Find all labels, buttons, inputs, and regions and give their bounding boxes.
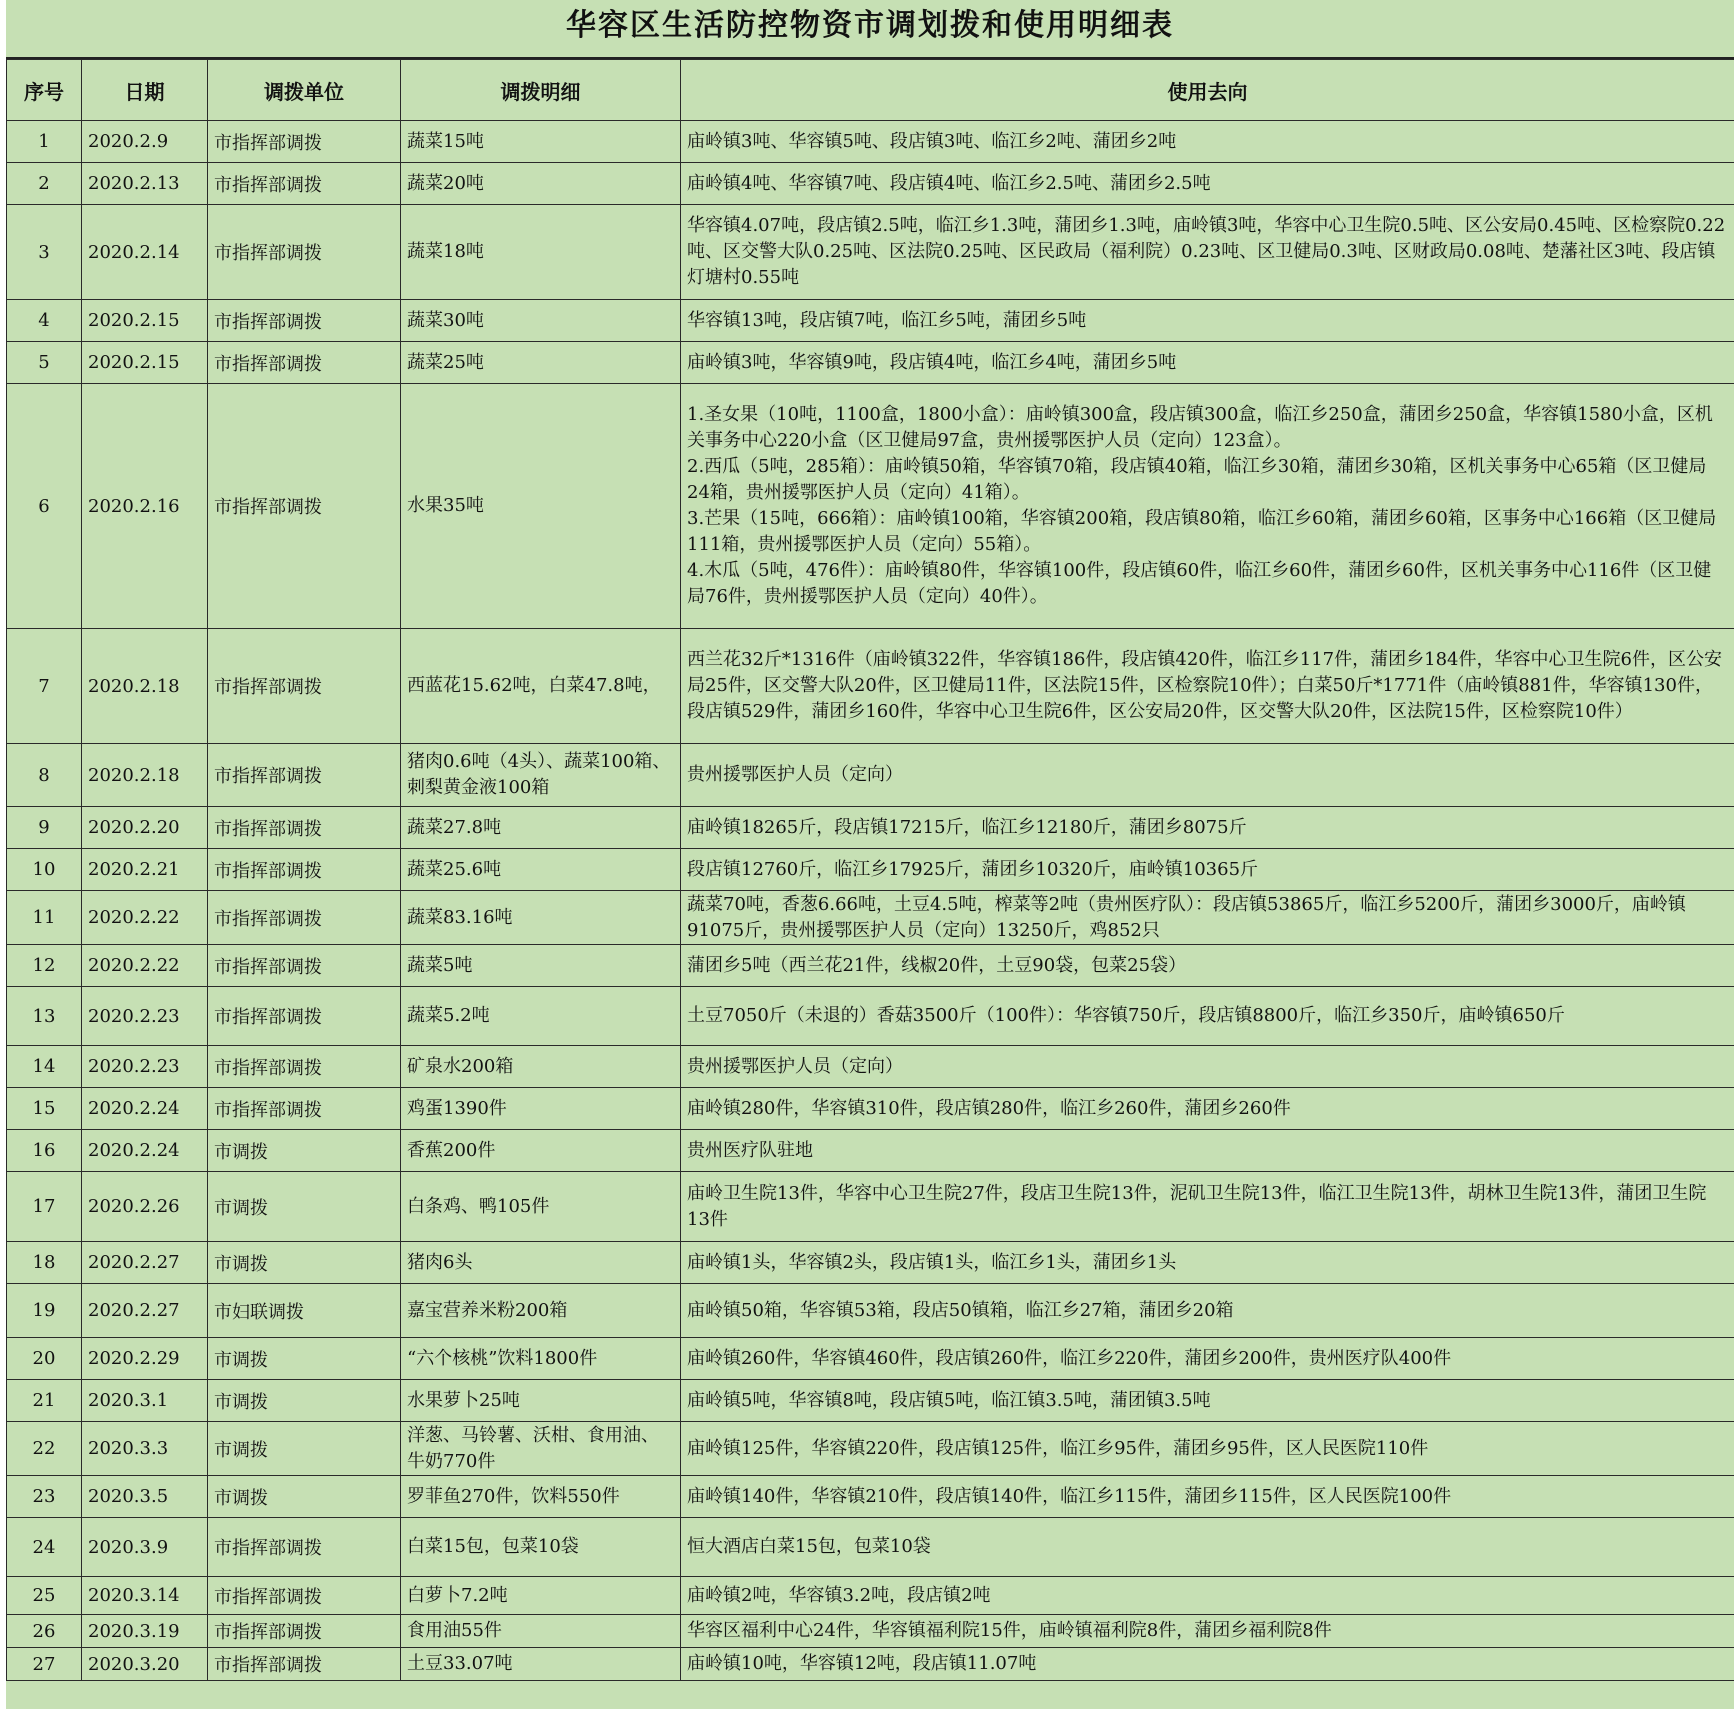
cell-date: 2020.2.18 <box>82 629 208 744</box>
cell-detail: 蔬菜25.6吨 <box>401 849 681 891</box>
header-index: 序号 <box>7 60 82 121</box>
cell-unit: 市指挥部调拨 <box>208 1577 401 1615</box>
cell-use <box>681 1172 1734 1242</box>
cell-unit: 市指挥部调拨 <box>208 163 401 205</box>
table-row <box>7 1615 1734 1648</box>
use-line: 庙岭镇3吨，华容镇9吨，段店镇4吨，临江乡4吨，蒲团乡5吨 <box>687 351 1177 373</box>
use-line: 庙岭镇260件，华容镇460件，段店镇260件，临江乡220件，蒲团乡200件，贵州医疗队400件 <box>687 1347 1452 1369</box>
cell-date: 2020.2.24 <box>82 1088 208 1130</box>
use-line: 4.木瓜（5吨，476件）：庙岭镇80件，华容镇100件，段店镇60件，临江乡60件，蒲团乡60件，区机关事务中心116件（区卫健局76件，贵州援鄂医护人员（定向）40件）。 <box>687 560 1712 607</box>
table-title: 华容区生活防控物资市调划拨和使用明细表 <box>6 0 1734 59</box>
use-line: 贵州援鄂医护人员（定向） <box>687 1055 903 1077</box>
cell-detail: 水果35吨 <box>401 384 681 629</box>
cell-use <box>681 300 1734 342</box>
cell-index: 7 <box>7 629 82 744</box>
use-line: 西兰花32斤*1316件（庙岭镇322件，华容镇186件，段店镇420件，临江乡117件，蒲团乡184件，华容中心卫生院6件，区公安局25件，区交警大队20件，区卫健局11件，区法院15件，区检察院10件）；白菜50斤*1771件（庙岭镇881件，华容镇130件，段店镇529件，蒲团乡160件，华容中心卫生院6件，区公安局20件，区交警大队20件，区法院15件，区检察院10件） <box>687 649 1722 722</box>
cell-detail: 食用油55件 <box>401 1615 681 1648</box>
cell-use <box>681 744 1734 807</box>
cell-detail: 猪肉0.6吨（4头）、蔬菜100箱、刺梨黄金液100箱 <box>401 744 681 807</box>
cell-date: 2020.2.22 <box>82 945 208 987</box>
table-row <box>7 384 1734 629</box>
cell-detail: 白菜15包，包菜10袋 <box>401 1518 681 1577</box>
table-row <box>7 1518 1734 1577</box>
use-line: 贵州医疗队驻地 <box>687 1139 813 1161</box>
table-row <box>7 1380 1734 1422</box>
cell-unit: 市调拨 <box>208 1422 401 1476</box>
cell-use <box>681 1130 1734 1172</box>
use-line: 2.西瓜（5吨，285箱）：庙岭镇50箱，华容镇70箱，段店镇40箱，临江乡30箱，蒲团乡30箱，区机关事务中心65箱（区卫健局24箱，贵州援鄂医护人员（定向）41箱）。 <box>687 456 1707 503</box>
cell-date: 2020.3.9 <box>82 1518 208 1577</box>
cell-index: 11 <box>7 891 82 945</box>
cell-detail: 鸡蛋1390件 <box>401 1088 681 1130</box>
cell-detail: 矿泉水200箱 <box>401 1046 681 1088</box>
cell-detail: 蔬菜15吨 <box>401 121 681 163</box>
cell-date: 2020.3.14 <box>82 1577 208 1615</box>
cell-date: 2020.2.24 <box>82 1130 208 1172</box>
cell-unit: 市指挥部调拨 <box>208 1615 401 1648</box>
table-row <box>7 1284 1734 1338</box>
cell-detail: 蔬菜20吨 <box>401 163 681 205</box>
cell-date: 2020.2.23 <box>82 987 208 1046</box>
cell-use <box>681 987 1734 1046</box>
cell-unit: 市调拨 <box>208 1242 401 1284</box>
table-row <box>7 1422 1734 1476</box>
header-date: 日期 <box>82 60 208 121</box>
use-line: 庙岭镇10吨，华容镇12吨，段店镇11.07吨 <box>687 1653 1037 1674</box>
cell-index: 16 <box>7 1130 82 1172</box>
header-use: 使用去向 <box>681 60 1734 121</box>
cell-detail: 蔬菜5.2吨 <box>401 987 681 1046</box>
cell-detail: 罗菲鱼270件，饮料550件 <box>401 1476 681 1518</box>
cell-unit: 市指挥部调拨 <box>208 744 401 807</box>
cell-use <box>681 1380 1734 1422</box>
cell-index: 10 <box>7 849 82 891</box>
cell-use <box>681 1476 1734 1518</box>
cell-use <box>681 1088 1734 1130</box>
cell-use <box>681 1242 1734 1284</box>
table-row <box>7 744 1734 807</box>
cell-index: 5 <box>7 342 82 384</box>
cell-index: 8 <box>7 744 82 807</box>
use-line: 土豆7050斤（未退的）香菇3500斤（100件）：华容镇750斤，段店镇8800斤，临江乡350斤，庙岭镇650斤 <box>687 1005 1565 1026</box>
cell-date: 2020.2.26 <box>82 1172 208 1242</box>
cell-use <box>681 1518 1734 1577</box>
cell-use <box>681 1648 1734 1681</box>
cell-unit: 市调拨 <box>208 1338 401 1380</box>
cell-unit: 市指挥部调拨 <box>208 384 401 629</box>
cell-date: 2020.3.5 <box>82 1476 208 1518</box>
cell-index: 13 <box>7 987 82 1046</box>
cell-unit: 市指挥部调拨 <box>208 891 401 945</box>
table-row <box>7 1476 1734 1518</box>
allocation-table <box>6 59 1734 1681</box>
cell-detail: 土豆33.07吨 <box>401 1648 681 1681</box>
cell-date: 2020.2.27 <box>82 1242 208 1284</box>
cell-unit: 市指挥部调拨 <box>208 300 401 342</box>
header-row <box>7 60 1734 121</box>
cell-unit: 市调拨 <box>208 1476 401 1518</box>
cell-date: 2020.2.27 <box>82 1284 208 1338</box>
cell-use <box>681 807 1734 849</box>
table-row <box>7 1088 1734 1130</box>
table-row <box>7 891 1734 945</box>
cell-unit: 市调拨 <box>208 1380 401 1422</box>
cell-index: 4 <box>7 300 82 342</box>
use-line: 庙岭镇50箱，华容镇53箱，段店50镇箱，临江乡27箱，蒲团乡20箱 <box>687 1299 1234 1321</box>
cell-detail: 嘉宝营养米粉200箱 <box>401 1284 681 1338</box>
cell-index: 1 <box>7 121 82 163</box>
cell-unit: 市指挥部调拨 <box>208 1046 401 1088</box>
table-row <box>7 1648 1734 1681</box>
cell-unit: 市指挥部调拨 <box>208 1518 401 1577</box>
cell-date: 2020.2.15 <box>82 342 208 384</box>
cell-date: 2020.2.23 <box>82 1046 208 1088</box>
cell-date: 2020.2.29 <box>82 1338 208 1380</box>
cell-use <box>681 629 1734 744</box>
table-row <box>7 1130 1734 1172</box>
cell-use <box>681 1284 1734 1338</box>
table-row <box>7 807 1734 849</box>
cell-unit: 市指挥部调拨 <box>208 807 401 849</box>
cell-use <box>681 121 1734 163</box>
table-row <box>7 1338 1734 1380</box>
table-row <box>7 1172 1734 1242</box>
use-line: 庙岭镇18265斤，段店镇17215斤，临江乡12180斤，蒲团乡8075斤 <box>687 816 1247 838</box>
use-line: 庙岭镇140件，华容镇210件，段店镇140件，临江乡115件，蒲团乡115件，区人民医院100件 <box>687 1485 1452 1507</box>
cell-detail: 蔬菜27.8吨 <box>401 807 681 849</box>
table-row <box>7 163 1734 205</box>
cell-date: 2020.2.9 <box>82 121 208 163</box>
cell-index: 19 <box>7 1284 82 1338</box>
cell-unit: 市指挥部调拨 <box>208 1648 401 1681</box>
cell-date: 2020.3.19 <box>82 1615 208 1648</box>
cell-use <box>681 1046 1734 1088</box>
cell-unit: 市指挥部调拨 <box>208 121 401 163</box>
use-line: 庙岭卫生院13件，华容中心卫生院27件，段店卫生院13件，泥矶卫生院13件，临江卫生院13件，胡林卫生院13件，蒲团卫生院13件 <box>687 1182 1707 1230</box>
cell-use <box>681 1615 1734 1648</box>
cell-detail: 香蕉200件 <box>401 1130 681 1172</box>
cell-date: 2020.3.3 <box>82 1422 208 1476</box>
cell-unit: 市指挥部调拨 <box>208 629 401 744</box>
cell-use <box>681 1422 1734 1476</box>
table-row <box>7 849 1734 891</box>
cell-use <box>681 384 1734 629</box>
cell-detail: 水果萝卜25吨 <box>401 1380 681 1422</box>
use-line: 庙岭镇3吨、华容镇5吨、段店镇3吨、临江乡2吨、蒲团乡2吨 <box>687 130 1177 152</box>
cell-index: 23 <box>7 1476 82 1518</box>
cell-date: 2020.3.1 <box>82 1380 208 1422</box>
table-row <box>7 300 1734 342</box>
table-row <box>7 945 1734 987</box>
use-line: 3.芒果（15吨，666箱）：庙岭镇100箱，华容镇200箱，段店镇80箱，临江乡60箱，蒲团乡60箱，区事务中心166箱（区卫健局111箱，贵州援鄂医护人员（定向）55箱）。 <box>687 508 1717 555</box>
cell-unit: 市指挥部调拨 <box>208 1088 401 1130</box>
use-line: 华容区福利中心24件，华容镇福利院15件，庙岭镇福利院8件，蒲团乡福利院8件 <box>687 1620 1332 1641</box>
cell-detail: 白条鸡、鸭105件 <box>401 1172 681 1242</box>
table-row <box>7 342 1734 384</box>
cell-unit: 市指挥部调拨 <box>208 205 401 300</box>
spreadsheet-sheet <box>6 0 1734 1709</box>
table-row <box>7 1242 1734 1284</box>
cell-date: 2020.2.14 <box>82 205 208 300</box>
use-line: 华容镇4.07吨，段店镇2.5吨，临江乡1.3吨，蒲团乡1.3吨，庙岭镇3吨，华容中心卫生院0.5吨、区公安局0.45吨、区检察院0.22吨、区交警大队0.25吨、区法院0.25吨、区民政局（福利院）0.23吨、区卫健局0.3吨、区财政局0.08吨、楚藩社区3吨、段店镇灯塘村0.55吨 <box>687 215 1726 288</box>
cell-use <box>681 891 1734 945</box>
cell-date: 2020.2.18 <box>82 744 208 807</box>
cell-index: 22 <box>7 1422 82 1476</box>
cell-index: 18 <box>7 1242 82 1284</box>
cell-detail: 猪肉6头 <box>401 1242 681 1284</box>
cell-unit: 市指挥部调拨 <box>208 342 401 384</box>
use-line: 段店镇12760斤，临江乡17925斤，蒲团乡10320斤，庙岭镇10365斤 <box>687 858 1259 880</box>
cell-use <box>681 945 1734 987</box>
cell-use <box>681 205 1734 300</box>
cell-index: 2 <box>7 163 82 205</box>
table-row <box>7 629 1734 744</box>
table-row <box>7 1046 1734 1088</box>
cell-date: 2020.2.13 <box>82 163 208 205</box>
cell-detail: 洋葱、马铃薯、沃柑、食用油、牛奶770件 <box>401 1422 681 1476</box>
cell-unit: 市指挥部调拨 <box>208 945 401 987</box>
cell-unit: 市妇联调拨 <box>208 1284 401 1338</box>
cell-date: 2020.2.15 <box>82 300 208 342</box>
table-body <box>7 121 1734 1681</box>
cell-unit: 市调拨 <box>208 1130 401 1172</box>
cell-detail: 蔬菜18吨 <box>401 205 681 300</box>
cell-index: 17 <box>7 1172 82 1242</box>
cell-detail: 蔬菜30吨 <box>401 300 681 342</box>
table-row <box>7 1577 1734 1615</box>
use-line: 蒲团乡5吨（西兰花21件，线椒20件，土豆90袋，包菜25袋） <box>687 954 1187 976</box>
cell-unit: 市调拨 <box>208 1172 401 1242</box>
use-line: 庙岭镇1头，华容镇2头，段店镇1头，临江乡1头，蒲团乡1头 <box>687 1251 1177 1273</box>
use-line: 庙岭镇125件，华容镇220件，段店镇125件，临江乡95件，蒲团乡95件，区人民医院110件 <box>687 1437 1429 1459</box>
cell-index: 24 <box>7 1518 82 1577</box>
cell-index: 20 <box>7 1338 82 1380</box>
use-line: 蔬菜70吨，香葱6.66吨，土豆4.5吨，榨菜等2吨（贵州医疗队）：段店镇53865斤，临江乡5200斤，蒲团乡3000斤，庙岭镇91075斤，贵州援鄂医护人员（定向）13250斤，鸡852只 <box>687 893 1686 941</box>
cell-use <box>681 849 1734 891</box>
use-line: 庙岭镇5吨，华容镇8吨，段店镇5吨，临江镇3.5吨，蒲团镇3.5吨 <box>687 1389 1211 1411</box>
cell-date: 2020.2.20 <box>82 807 208 849</box>
header-unit: 调拨单位 <box>208 60 401 121</box>
use-line: 庙岭镇4吨、华容镇7吨、段店镇4吨、临江乡2.5吨、蒲团乡2.5吨 <box>687 172 1211 194</box>
cell-detail: 蔬菜5吨 <box>401 945 681 987</box>
use-line: 庙岭镇280件，华容镇310件，段店镇280件，临江乡260件，蒲团乡260件 <box>687 1097 1291 1119</box>
cell-detail: 西蓝花15.62吨，白菜47.8吨， <box>401 629 681 744</box>
cell-detail: 白萝卜7.2吨 <box>401 1577 681 1615</box>
cell-unit: 市指挥部调拨 <box>208 987 401 1046</box>
cell-unit: 市指挥部调拨 <box>208 849 401 891</box>
cell-date: 2020.2.21 <box>82 849 208 891</box>
cell-detail: 蔬菜25吨 <box>401 342 681 384</box>
cell-index: 26 <box>7 1615 82 1648</box>
cell-index: 9 <box>7 807 82 849</box>
cell-index: 12 <box>7 945 82 987</box>
use-line: 贵州援鄂医护人员（定向） <box>687 764 903 785</box>
use-line: 恒大酒店白菜15包，包菜10袋 <box>687 1536 931 1557</box>
cell-detail: “六个核桃”饮料1800件 <box>401 1338 681 1380</box>
cell-use <box>681 342 1734 384</box>
table-row <box>7 987 1734 1046</box>
header-detail: 调拨明细 <box>401 60 681 121</box>
cell-index: 27 <box>7 1648 82 1681</box>
cell-index: 14 <box>7 1046 82 1088</box>
cell-use <box>681 163 1734 205</box>
cell-use <box>681 1338 1734 1380</box>
cell-date: 2020.3.20 <box>82 1648 208 1681</box>
table-row <box>7 121 1734 163</box>
use-line: 庙岭镇2吨，华容镇3.2吨，段店镇2吨 <box>687 1584 991 1606</box>
cell-date: 2020.2.22 <box>82 891 208 945</box>
cell-index: 3 <box>7 205 82 300</box>
cell-use <box>681 1577 1734 1615</box>
cell-date: 2020.2.16 <box>82 384 208 629</box>
table-row <box>7 205 1734 300</box>
cell-index: 25 <box>7 1577 82 1615</box>
cell-index: 6 <box>7 384 82 629</box>
use-line: 1.圣女果（10吨，1100盒，1800小盒）：庙岭镇300盒，段店镇300盒，临江乡250盒，蒲团乡250盒，华容镇1580小盒，区机关事务中心220小盒（区卫健局97盒，贵州援鄂医护人员（定向）123盒）。 <box>687 404 1713 451</box>
cell-detail: 蔬菜83.16吨 <box>401 891 681 945</box>
cell-index: 21 <box>7 1380 82 1422</box>
cell-index: 15 <box>7 1088 82 1130</box>
use-line: 华容镇13吨，段店镇7吨，临江乡5吨，蒲团乡5吨 <box>687 309 1087 331</box>
